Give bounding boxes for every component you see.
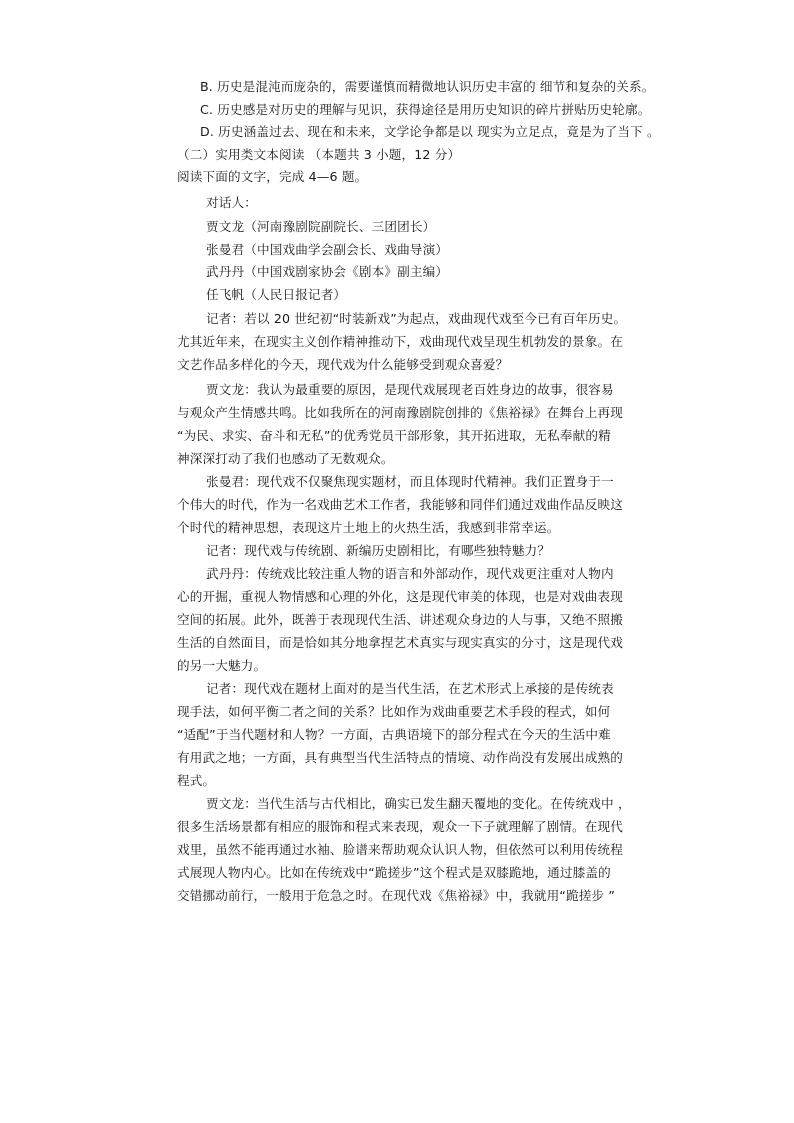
participant-item: 武丹丹（中国戏剧家协会《剧本》副主编） — [206, 264, 449, 279]
participant-item: 贾文龙（河南豫剧院副院长、三团团长） — [206, 219, 436, 234]
text-line: 记者：若以 20 世纪初“时装新戏”为起点，戏曲现代戏至今已有百年历史。 — [206, 311, 627, 326]
participants-label: 对话人： — [206, 195, 257, 210]
text-line: 的另一大魅力。 — [177, 658, 267, 673]
text-line: 贾文龙：我认为最重要的原因，是现代戏展现老百姓身边的故事，很容易 — [206, 382, 614, 397]
section-heading: （二）实用类文本阅读 （本题共 3 小题，12 分） — [177, 147, 461, 162]
text-line: 有用武之地；一方面，具有典型当代生活特点的情境、动作尚没有发展出成熟的 — [177, 750, 624, 765]
text-line: 记者：现代戏与传统剧、新编历史剧相比，有哪些独特魅力？ — [206, 543, 551, 558]
text-line: 神深深打动了我们也感动了无数观众。 — [177, 451, 394, 466]
option-d: D. 历史涵盖过去、现在和未来，文学论争都是以 现实为立足点，竟是为了当下 。 — [200, 124, 660, 139]
text-line: 张曼君：现代戏不仅聚焦现实题材，而且体现时代精神。我们正置身于一 — [206, 474, 614, 489]
text-line: 程式。 — [177, 773, 216, 788]
text-line: 式展现人物内心。比如在传统戏中“跪搓步”这个程式是双膝跪地，通过膝盖的 — [177, 865, 611, 880]
option-b: B. 历史是混沌而庞杂的，需要谨慎而精微地认识历史丰富的 细节和复杂的关系。 — [200, 79, 655, 94]
text-line: “适配”于当代题材和人物？一方面，古典语境下的部分程式在今天的生活中难 — [177, 727, 611, 742]
text-line: 记者：现代戏在题材上面对的是当代生活，在艺术形式上承接的是传统表 — [206, 681, 614, 696]
text-line: 生活的自然面目，而是恰如其分地拿捏艺术真实与现实真实的分寸，这是现代戏 — [177, 635, 624, 650]
participant-item: 任飞帆（人民日报记者） — [206, 287, 347, 302]
text-line: 现手法，如何平衡二者之间的关系？比如作为戏曲重要艺术手段的程式，如何 — [177, 704, 611, 719]
text-line: 很多生活场景都有相应的服饰和程式来表现，观众一下子就理解了剧情。在现代 — [177, 819, 624, 834]
participant-item: 张曼君（中国戏曲学会副会长、戏曲导演） — [206, 242, 449, 257]
text-line: 交错挪动前行，一般用于危急之时。在现代戏《焦裕禄》中，我就用“跪搓步 ” — [177, 888, 616, 903]
text-line: 个伟大的时代，作为一名戏曲艺术工作者，我能够和同伴们通过戏曲作品反映这 — [177, 497, 624, 512]
text-line: 尤其近年来，在现实主义创作精神推动下，戏曲现代戏呈现生机勃发的景象。在 — [177, 334, 624, 349]
text-line: “为民、求实、奋斗和无私”的优秀党员干部形象，其开拓进取，无私奉献的精 — [177, 428, 611, 443]
text-line: 武丹丹：传统戏比较注重人物的语言和外部动作，现代戏更注重对人物内 — [206, 566, 614, 581]
instruction: 阅读下面的文字，完成 4—6 题。 — [177, 169, 368, 184]
text-line: 空间的拓展。此外，既善于表现现代生活、讲述观众身边的人与事，又绝不照搬 — [177, 612, 624, 627]
text-line: 戏里，虽然不能再通过水袖、脸谱来帮助观众认识人物，但依然可以利用传统程 — [177, 842, 624, 857]
text-line: 文艺作品多样化的今天，现代戏为什么能够受到观众喜爱？ — [177, 357, 509, 372]
text-line: 与观众产生情感共鸣。比如我所在的河南豫剧院创排的《焦裕禄》在舞台上再现 — [177, 405, 624, 420]
text-line: 心的开掘，重视人物情感和心理的外化，这是现代审美的体现，也是对戏曲表现 — [177, 589, 624, 604]
text-line: 个时代的精神思想，表现这片土地上的火热生活，我感到非常幸运。 — [177, 520, 560, 535]
text-line: 贾文龙：当代生活与古代相比，确实已发生翻天覆地的变化。在传统戏中 ， — [206, 796, 631, 811]
option-c: C. 历史感是对历史的理解与见识，获得途径是用历史知识的碎片拼贴历史轮廓。 — [200, 102, 651, 117]
